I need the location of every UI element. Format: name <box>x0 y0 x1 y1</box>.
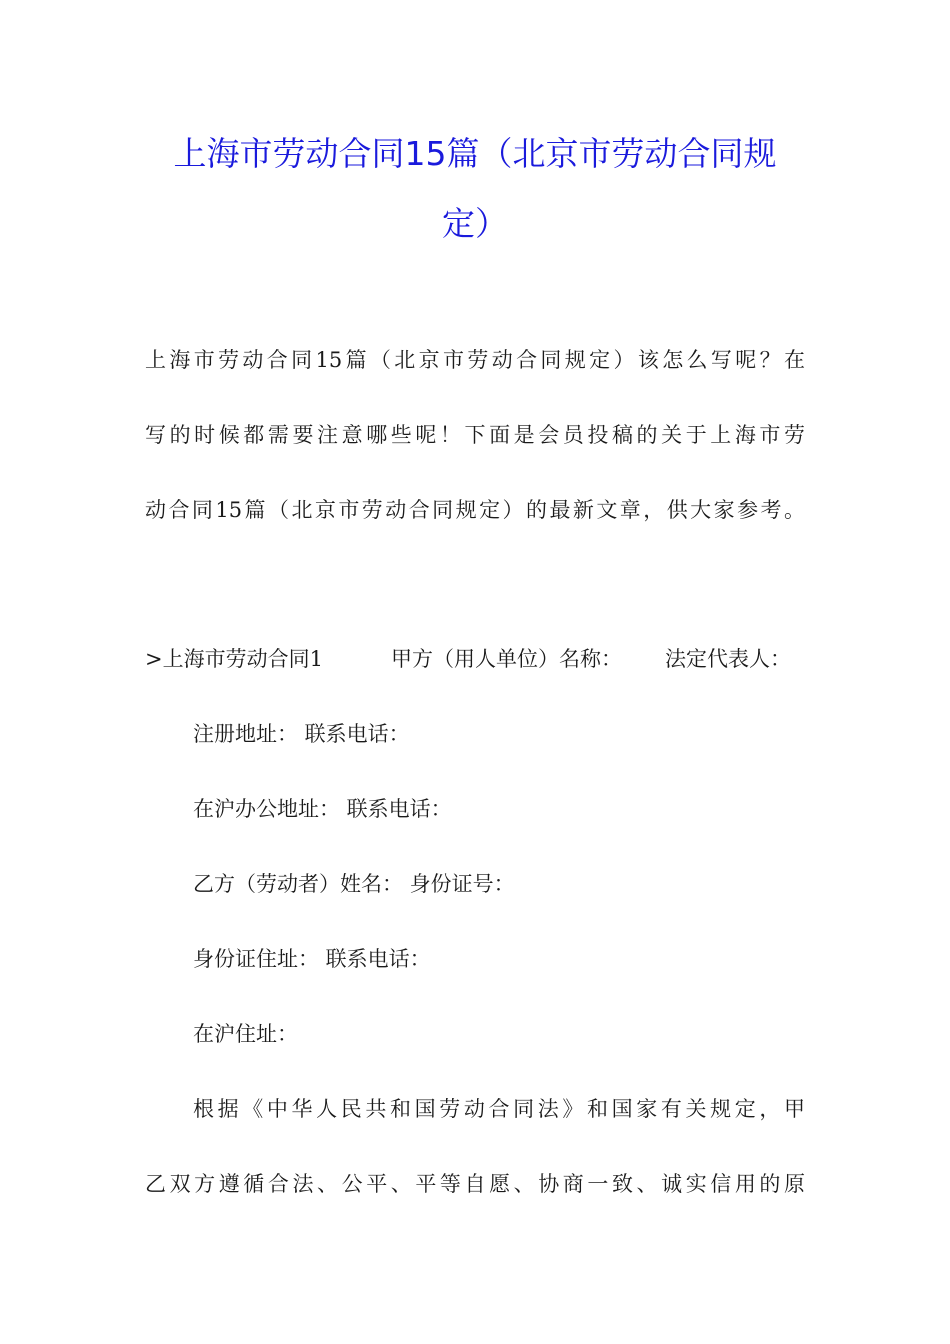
intro-line-3: 动合同15篇（北京市劳动合同规定）的最新文章，供大家参考。 <box>145 498 805 522</box>
field-party-b-name: 乙方（劳动者）姓名： 身份证号： <box>193 872 515 896</box>
contract-header-row <box>145 645 805 673</box>
field-shanghai-residence: 在沪住址： <box>193 1022 298 1046</box>
body-line-2: 乙双方遵循合法、公平、平等自愿、协商一致、诚实信用的原 <box>145 1172 805 1196</box>
document-title-line-2: 定） <box>442 204 508 243</box>
body-line-1: 根据《中华人民共和国劳动合同法》和国家有关规定，甲 <box>193 1097 805 1121</box>
field-registered-address: 注册地址： 联系电话： <box>193 722 410 746</box>
party-a-name-label: 甲方（用人单位）名称： <box>391 647 622 671</box>
section-heading: >上海市劳动合同1 <box>145 647 323 671</box>
intro-line-1: 上海市劳动合同15篇（北京市劳动合同规定）该怎么写呢？在 <box>145 348 805 372</box>
field-shanghai-office-address: 在沪办公地址： 联系电话： <box>193 797 452 821</box>
document-title-line-1: 上海市劳动合同15篇（北京市劳动合同规 <box>173 134 777 173</box>
legal-representative-label: 法定代表人： <box>665 647 791 671</box>
intro-line-2: 写的时候都需要注意哪些呢！下面是会员投稿的关于上海市劳 <box>145 423 805 447</box>
field-id-address: 身份证住址： 联系电话： <box>193 947 431 971</box>
